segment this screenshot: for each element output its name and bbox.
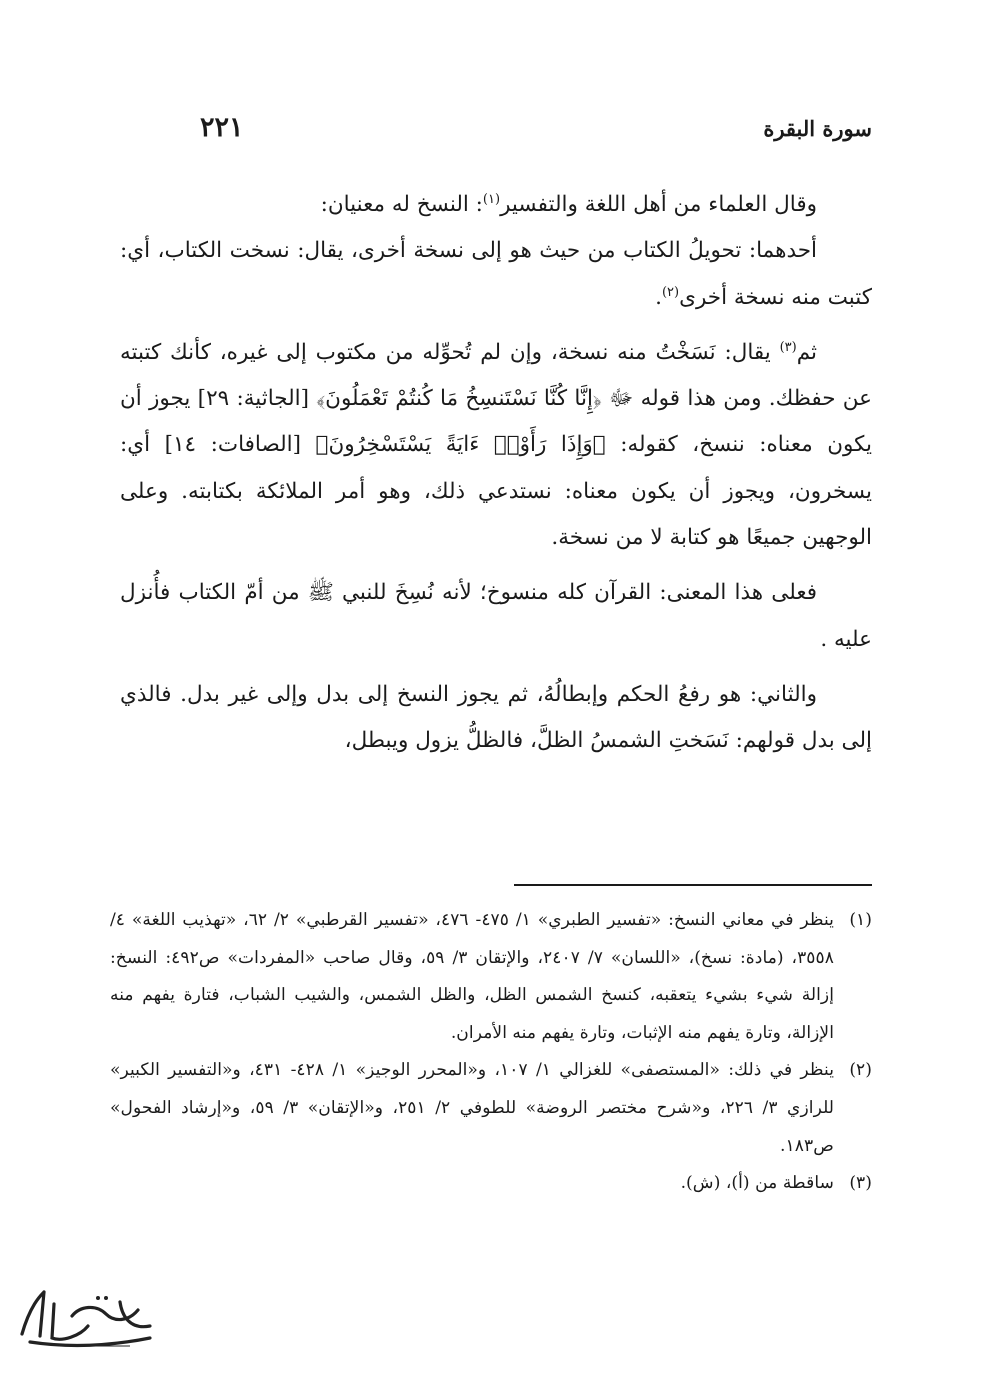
calligraphy-logo-icon xyxy=(10,1286,160,1352)
surah-name: سورة البقرة xyxy=(763,116,872,141)
footnote-1 xyxy=(110,902,872,1052)
footnote-ref-2: (٢) xyxy=(661,284,680,300)
footnotes xyxy=(110,902,872,1203)
footnote-separator xyxy=(514,884,872,886)
paragraph-1 xyxy=(120,182,872,228)
paragraph-4: فعلى هذا المعنى: القرآن كله منسوخ؛ لأنه نُسِخَ للنبي ﷺ من أمّ الكتاب فأُنزل عليه . xyxy=(120,580,872,652)
footnote-2 xyxy=(110,1052,872,1165)
paragraph-5: والثاني: هو رفعُ الحكم وإبطالُهُ، ثم يجوز النسخ إلى بدل وإلى غير بدل. فالذي إلى بدل قولهم: نَسَختِ الشمسُ الظلَّ، فالظلُّ يزول ويبطل، xyxy=(120,681,872,754)
footnote-text: ساقطة من (أ)، (ش). xyxy=(680,1173,834,1194)
page-header xyxy=(200,112,872,152)
paragraph-1-text: وقال العلماء من أهل اللغة والتفسير xyxy=(500,192,817,217)
footnote-text: ينظر في معاني النسخ: «تفسير الطبري» ١/ ٤٧٥- ٤٧٦، «تفسير القرطبي» ٢/ ٦٢، «تهذيب اللغة» ٤/ ٣٥٥٨، (مادة: نسخ)، «اللسان» ٧/ ٢٤٠٧، والإتقان ٣/ ٥٩، وقال صاحب «المفردات» ص٤٩٢: النسخ: إزالة شيء بشيء يتعقبه، كنسخ الشمس الظل، والظل الشمس، والشيب الشباب، فتارة يفهم منه الإزالة، وتارة يفهم منه الإثبات، وتارة يفهم منه الأمران. xyxy=(110,910,834,1043)
footnote-number: (٢) xyxy=(849,1060,872,1081)
paragraph-2-end: . xyxy=(655,284,662,310)
page-number: ٢٢١ xyxy=(200,112,244,143)
footnote-number: (٣) xyxy=(849,1173,872,1194)
footnote-text: ينظر في ذلك: «المستصفى» للغزالي ١/ ١٠٧، و«المحرر الوجيز» ١/ ٤٢٨- ٤٣١، و«التفسير الكبير» للرازي ٣/ ٢٢٦، و«شرح مختصر الروضة» للطوفي ٢/ ٢٥١، و«الإتقان» ٣/ ٥٩، و«إرشاد الفحول» ص١٨٣. xyxy=(110,1060,834,1156)
paragraph-2 xyxy=(120,228,872,321)
paragraph-3-start: ثم xyxy=(796,339,817,365)
paragraph-2-text: أحدهما: تحويلُ الكتاب من حيث هو إلى نسخة أخرى، يقال: نسخت الكتاب، أي: كتبت منه نسخة أخرى xyxy=(120,238,872,310)
paragraph-3 xyxy=(120,330,872,561)
paragraph-3-text: يقال: نَسَخْتُ منه نسخة، وإن لم تُحوِّله من مكتوب إلى غيره، كأنك كتبته عن حفظك. ومن هذا قوله ﷻ ﴿إِنَّا كُنَّا نَسْتَنسِخُ مَا كُنتُمْ تَعْمَلُونَ﴾ [الجاثية: ٢٩] يجوز أن يكون معناه: ننسخ، كقوله: ﴿وَإِذَا رَأَوْا۟ ءَايَةً يَسْتَسْخِرُونَ﴾ [الصافات: ١٤] أي: يسخرون، ويجوز أن يكون معناه: نستدعي ذلك، وهو أمر الملائكة بكتابته. وعلى الوجهين جميعًا هو كتابة لا من نسخة. xyxy=(120,339,872,551)
footnote-ref-1: (١) xyxy=(482,191,501,207)
calligraphy-logo xyxy=(10,1286,160,1352)
footnote-ref-3: (٣) xyxy=(779,339,797,355)
main-text xyxy=(120,182,872,765)
footnote-3 xyxy=(110,1165,872,1203)
footnote-number: (١) xyxy=(849,910,872,930)
paragraph-1-text-end: : النسخ له معنيان: xyxy=(320,192,483,217)
